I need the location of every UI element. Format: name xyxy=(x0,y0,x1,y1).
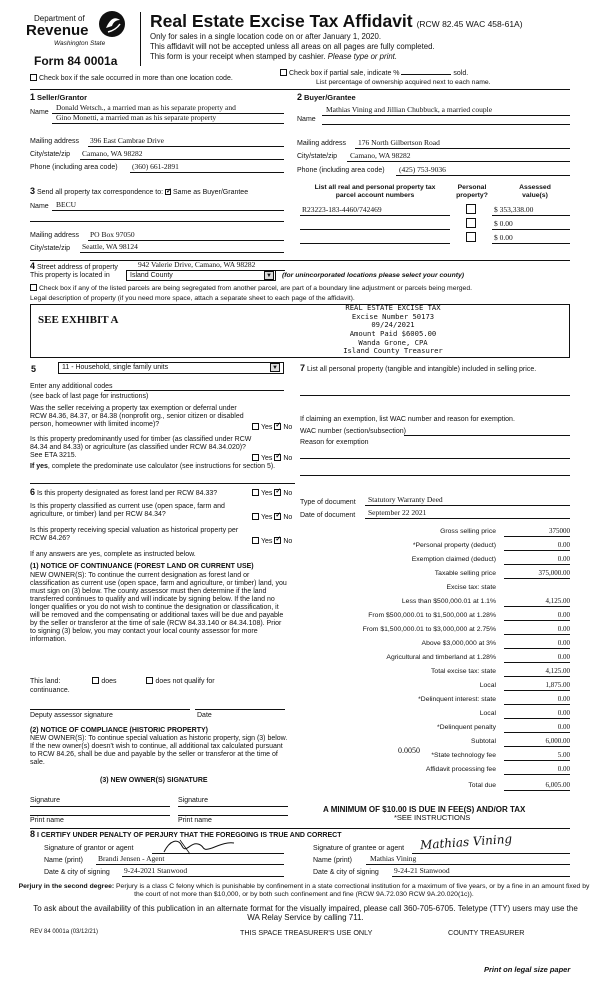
section8-heading-text: I CERTIFY UNDER PENALTY OF PERJURY THAT THE FOREGOING IS TRUE AND CORRECT xyxy=(36,832,342,839)
personal-property-checkbox[interactable] xyxy=(466,218,476,228)
tax-row-label: Total excise tax: state xyxy=(431,668,496,675)
form-title: Real Estate Excise Tax Affidavit xyxy=(150,11,413,31)
parcel-number[interactable]: R23223-183-4460/742469 xyxy=(302,205,382,214)
tax-row-value[interactable]: 1,875.00 xyxy=(504,681,570,691)
yes-label: Yes xyxy=(261,455,273,462)
assessed-value[interactable]: $ 0.00 xyxy=(494,219,513,228)
header-note1: Only for sales in a single location code on or after January 1, 2020. xyxy=(150,32,382,41)
section6-q3-answers xyxy=(252,537,292,546)
doc-date-label: Date of document xyxy=(300,512,356,519)
tax-row-label: Above $3,000,000 at 3% xyxy=(421,640,496,647)
parcels-col3-a: Assessed xyxy=(519,184,551,191)
legal-desc-label: Legal description of property (if you need more space, attach a separate sheet to each page of the affidavit). xyxy=(30,295,355,302)
local-rate[interactable]: 0.0050 xyxy=(398,746,420,755)
multi-location-checkbox[interactable] xyxy=(30,74,37,81)
treasurer-use-only: THIS SPACE TREASURER'S USE ONLY xyxy=(240,928,373,937)
partial-sale-label-a: Check box if partial sale, indicate % xyxy=(289,70,400,77)
yes-label: Yes xyxy=(261,490,273,497)
parcels-col2-header xyxy=(450,184,494,200)
q1-no-checkbox[interactable] xyxy=(274,423,281,430)
section6-q2-answers xyxy=(252,513,292,522)
tax-row-value[interactable]: 4,125.00 xyxy=(504,667,570,677)
parcel-row xyxy=(300,204,570,216)
see-instructions: *SEE INSTRUCTIONS xyxy=(394,813,471,822)
grantor-sig-label: Signature of grantor or agent xyxy=(44,845,134,852)
tax-row-label: From $500,000.01 to $1,500,000 at 1.28% xyxy=(368,612,496,619)
section4-number: 4 xyxy=(30,261,36,271)
reason-rule2 xyxy=(300,475,570,476)
tax-row-value[interactable]: 0.00 xyxy=(504,709,570,719)
tax-row-label: Agricultural and timberland at 1.28% xyxy=(386,654,496,661)
section6-number: 6 xyxy=(30,487,36,497)
recording-stamp xyxy=(318,304,468,356)
wa-logo-icon xyxy=(98,10,126,38)
tax-row-label: *Personal property (deduct) xyxy=(412,542,496,549)
section3-mailing[interactable]: PO Box 97050 xyxy=(90,230,135,239)
section8-number: 8 xyxy=(30,829,36,839)
seller-name-label: Name xyxy=(30,109,49,116)
section3-city-rule xyxy=(80,252,284,253)
use-code-select[interactable]: 11 - Household, single family units xyxy=(58,362,284,374)
s6q2-no-checkbox[interactable] xyxy=(274,513,281,520)
stamp-line3: 09/24/2021 xyxy=(371,320,415,330)
header-note3 xyxy=(150,53,397,62)
seller-mailing[interactable]: 396 East Cambrae Drive xyxy=(90,136,164,145)
tax-row-label: *Delinquent penalty xyxy=(437,724,496,731)
partial-sale-checkbox[interactable] xyxy=(280,69,287,76)
tax-row-value[interactable]: 6,005.00 xyxy=(504,781,570,791)
segregated-row xyxy=(30,284,472,293)
grantor-name-label: Name (print) xyxy=(44,857,83,864)
tax-row-label: Subtotal xyxy=(471,738,496,745)
county-select[interactable]: Island County xyxy=(126,270,276,281)
section3-name-rule2 xyxy=(30,221,284,222)
tax-row-label: *Delinquent interest: state xyxy=(418,696,496,703)
reason-rule xyxy=(300,458,570,459)
section7-heading xyxy=(300,363,570,374)
form-rcw: (RCW 82.45 WAC 458-61A) xyxy=(416,19,523,29)
deputy-rule xyxy=(30,709,190,710)
tax-row-label: Local xyxy=(479,710,496,717)
section6-q3: Is this property receiving special valuation as historical property per RCW 84.26? xyxy=(30,527,239,543)
exemption-label: If claiming an exemption, list WAC number and reason for exemption. xyxy=(300,416,515,423)
owner-print-label-2: Print name xyxy=(178,817,212,824)
land-does-checkbox[interactable] xyxy=(92,677,99,684)
buyer-heading xyxy=(297,92,356,103)
legal-size-note: Print on legal size paper xyxy=(484,965,571,974)
tax-row-value[interactable]: 0.00 xyxy=(504,723,570,733)
buyer-city-label: City/state/zip xyxy=(297,153,338,160)
tax-row-value[interactable]: 0.00 xyxy=(504,625,570,635)
seller-mailing-label: Mailing address xyxy=(30,138,80,145)
segregated-checkbox[interactable] xyxy=(30,284,37,291)
s6q2-yes-checkbox[interactable] xyxy=(252,513,259,520)
additional-codes-label: Enter any additional codes xyxy=(30,383,113,390)
tax-row-value[interactable]: 0.00 xyxy=(504,611,570,621)
section1-number: 1 xyxy=(30,92,36,102)
rev-number: REV 84 0001a (03/12/21) xyxy=(30,929,99,935)
seller-city[interactable]: Camano, WA 98282 xyxy=(82,149,143,158)
assessed-rule xyxy=(492,215,570,216)
header-note3-b: Please type or print. xyxy=(327,52,398,61)
section6-q1-answers xyxy=(252,489,292,498)
notice2-body: NEW OWNER(S): To continue special valuation as historic property, sign (3) below. If the new owner(s) doesn't wish to continue, all additional tax calculated pursuant to RCW 84.26, shall be due and payable by the seller or transferor at the time of sale. xyxy=(30,735,288,767)
parcel-rule xyxy=(300,243,450,244)
dor-logo xyxy=(26,10,126,60)
s6q3-yes-checkbox[interactable] xyxy=(252,537,259,544)
parcel-row xyxy=(300,232,570,244)
owner-sig-rule-2 xyxy=(178,806,288,807)
owner-sig-label-2: Signature xyxy=(178,797,208,804)
section5-q2-note xyxy=(30,463,285,471)
owner-print-rule-2 xyxy=(178,815,288,816)
tax-row-label: Taxable selling price xyxy=(434,570,496,577)
stamp-line2: Excise Number 50173 xyxy=(351,311,435,321)
legal-description: SEE EXHIBIT A xyxy=(38,314,119,326)
partial-sale-percent[interactable] xyxy=(401,68,451,75)
doc-type-label: Type of document xyxy=(300,499,356,506)
notice3-title: (3) NEW OWNER(S) SIGNATURE xyxy=(100,777,208,784)
q2-note-b: , complete the predominate use calculator (see instructions for section 5). xyxy=(47,463,276,470)
seller-phone[interactable]: (360) 661-2891 xyxy=(132,162,179,171)
parcel-rule xyxy=(300,215,450,216)
buyer-phone-label: Phone (including area code) xyxy=(297,167,385,174)
seller-phone-label: Phone (including area code) xyxy=(30,164,118,171)
doc-date[interactable]: September 22 2021 xyxy=(368,508,427,517)
buyer-mailing-label: Mailing address xyxy=(297,140,347,147)
grantee-name-rule xyxy=(366,864,570,865)
alt-format-note: To ask about the availability of this publication in an alternate format for the visually impaired, please call 360-705-6705. Teletype (TTY) users may use the WA Relay Service by calling 711. xyxy=(33,904,578,923)
section3-text-a: Send all property tax correspondence to: xyxy=(36,189,164,196)
doc-type[interactable]: Statutory Warranty Deed xyxy=(368,495,443,504)
grantee-name[interactable]: Mathias Vining xyxy=(370,854,417,863)
section3-number: 3 xyxy=(30,186,36,196)
tax-row-label: Excise tax: state xyxy=(446,584,496,591)
county-treasurer: COUNTY TREASURER xyxy=(448,928,525,937)
tax-row-label: Exemption claimed (deduct) xyxy=(411,556,496,563)
section3-mailing-rule xyxy=(88,240,284,241)
no-label: No xyxy=(283,490,293,497)
county-label: This property is located in xyxy=(30,272,110,279)
yes-label: Yes xyxy=(261,538,273,545)
grantee-name-label: Name (print) xyxy=(313,857,352,864)
section6-q2: Is this property classified as current use (open space, farm and agriculture, or timber) land per RCW 84.34? xyxy=(30,503,225,519)
yes-label: Yes xyxy=(261,514,273,521)
stamp-line6: Island County Treasurer xyxy=(343,346,443,356)
parcels-col3-header xyxy=(500,184,570,200)
land-does-label: does xyxy=(101,678,117,685)
perjury-note xyxy=(14,883,594,899)
section3-name-rule xyxy=(52,210,284,211)
personal-property-checkbox[interactable] xyxy=(466,204,476,214)
parcels-col1-b: parcel account numbers xyxy=(335,191,415,199)
section3-city-label: City/state/zip xyxy=(30,245,71,252)
partial-sale-note: List percentage of ownership acquired next to each name. xyxy=(316,79,491,86)
county-dropdown-icon[interactable]: ▼ xyxy=(264,271,274,280)
section5-q2-answers xyxy=(252,454,292,463)
continuance-label: continuance. xyxy=(30,687,70,694)
tax-row-value[interactable]: 375,000.00 xyxy=(504,569,570,579)
tax-row-label: Affidavit processing fee xyxy=(425,766,496,773)
land-does-not-checkbox[interactable] xyxy=(146,677,153,684)
seller-name-rule2 xyxy=(52,123,284,124)
header-divider xyxy=(140,12,141,66)
section5-number: 5 xyxy=(31,364,37,374)
county-note: (for unincorporated locations please select your county) xyxy=(282,272,465,279)
buyer-phone-rule xyxy=(396,175,570,176)
grantee-signature[interactable]: Mathias Vining xyxy=(419,831,513,853)
buyer-mailing[interactable]: 176 North Gilbertson Road xyxy=(358,138,440,147)
same-as-buyer-checkbox[interactable] xyxy=(165,189,171,195)
buyer-name-line1[interactable]: Mathias Vining and Jillian Chubbuck, a married couple xyxy=(326,105,493,114)
grantor-sig-rule xyxy=(152,853,284,854)
stamp-line5: Wanda Grone, CPA xyxy=(358,337,428,347)
grantor-date-rule xyxy=(122,876,284,877)
section3-heading xyxy=(30,186,248,197)
assessed-rule xyxy=(492,243,570,244)
wac-rule xyxy=(404,435,570,436)
tax-row-value[interactable]: 375000 xyxy=(504,527,570,537)
grantor-name[interactable]: Brandi Jensen - Agent xyxy=(98,854,165,863)
multi-location-label: Check box if the sale occurred in more than one location code. xyxy=(39,75,233,82)
land-does-not-label: does not qualify for xyxy=(155,678,215,685)
tax-row-value[interactable]: 6,000.00 xyxy=(504,737,570,747)
no-label: No xyxy=(283,424,293,431)
property-street[interactable]: 942 Valerie Drive, Camano, WA 98282 xyxy=(138,260,256,269)
deputy-date-rule xyxy=(195,709,285,710)
parcel-row xyxy=(300,218,570,230)
section5-q1-answers xyxy=(252,423,292,432)
section7-number: 7 xyxy=(300,363,306,373)
section2-number: 2 xyxy=(297,92,303,102)
grantor-date-label: Date & city of signing xyxy=(44,869,110,876)
parcels-col2-b: property? xyxy=(456,191,488,199)
section6-top-rule xyxy=(30,483,295,484)
buyer-name-rule2 xyxy=(322,124,570,125)
header-note2: This affidavit will not be accepted unless all areas on all pages are fully completed. xyxy=(150,42,435,51)
tax-row-value[interactable]: 0.00 xyxy=(504,555,570,565)
grantee-date-label: Date & city of signing xyxy=(313,869,379,876)
perjury-a: Perjury in the second degree: xyxy=(18,883,115,890)
tax-row-label: Local xyxy=(479,682,496,689)
grantee-sig-label: Signature of grantee or agent xyxy=(313,845,405,852)
buyer-phone[interactable]: (425) 753-9036 xyxy=(399,165,446,174)
deputy-sig-label: Deputy assessor signature xyxy=(30,712,113,719)
section5-q1: Was the seller receiving a property tax exemption or deferral under RCW 84.36, 84.37, or 84.38 (nonprofit org., senior citizen or disabled person, homeowner with limited income)? xyxy=(30,405,244,429)
tax-row-value[interactable]: 5.00 xyxy=(504,751,570,761)
land-label: This land: xyxy=(30,678,61,685)
tax-row-label: Less than $500,000.01 at 1.1% xyxy=(401,598,496,605)
seller-mailing-rule xyxy=(88,146,284,147)
grantee-sig-rule xyxy=(412,853,570,854)
header-note3-a: This form is your receipt when stamped by cashier. xyxy=(150,52,328,61)
stamp-line1: REAL ESTATE EXCISE TAX xyxy=(345,303,441,312)
section6-q1 xyxy=(30,487,255,498)
street-label: Street address of property xyxy=(36,264,118,271)
section3-mailing-label: Mailing address xyxy=(30,232,80,239)
tax-row-value[interactable]: 0.00 xyxy=(504,653,570,663)
tax-row-label: Gross selling price xyxy=(440,528,496,535)
notice1-title: (1) NOTICE OF CONTINUANCE (FOREST LAND OR CURRENT USE) xyxy=(30,563,254,570)
buyer-mailing-rule xyxy=(355,148,570,149)
section5-q2: Is this property predominantly used for timber (as classified under RCW 84.34 and 84.33) or agriculture (as classified under RCW 84.34.020)? See ETA 3215. xyxy=(30,436,252,460)
parcels-col2-a: Personal xyxy=(457,184,487,191)
parcel-rule xyxy=(300,229,450,230)
section7-text: List all personal property (tangible and intangible) included in selling price. xyxy=(306,366,537,373)
yes-label: Yes xyxy=(261,424,273,431)
owner-print-rule-1 xyxy=(30,815,170,816)
additional-codes-note: (see back of last page for instructions) xyxy=(30,393,149,400)
partial-sale-check xyxy=(280,68,468,78)
assessed-value[interactable]: $ 353,338.00 xyxy=(494,205,534,214)
reason-label: Reason for exemption xyxy=(300,439,369,446)
stamp-line4: Amount Paid $6005.00 xyxy=(349,328,437,338)
buyer-city-rule xyxy=(347,161,570,162)
tax-row-value[interactable]: 0.00 xyxy=(504,541,570,551)
answer-note: If any answers are yes, complete as instructed below. xyxy=(30,551,196,558)
section3-city[interactable]: Seattle, WA 98124 xyxy=(82,242,138,251)
q2-no-checkbox[interactable] xyxy=(274,454,281,461)
grantee-date[interactable]: 9-24-21 Stanwood xyxy=(394,866,450,875)
q2-note-a: If yes xyxy=(30,463,48,470)
land-qualify-row xyxy=(30,677,215,686)
partial-sale-label-b: sold. xyxy=(453,70,469,77)
owner-sig-label-1: Signature xyxy=(30,797,60,804)
no-label: No xyxy=(283,538,293,545)
form-number: Form 84 0001a xyxy=(34,54,118,68)
parcels-col1-header xyxy=(305,184,445,200)
grantor-name-rule xyxy=(96,864,284,865)
s6q1-no-checkbox[interactable] xyxy=(274,489,281,496)
additional-codes-rule xyxy=(104,390,284,391)
seller-name-line1[interactable]: Donald Wetsch., a married man as his separate property and xyxy=(56,103,236,112)
wac-label: WAC number (section/subsection) xyxy=(300,428,406,435)
dept-line3: Washington State xyxy=(54,40,106,47)
form-title-row xyxy=(150,11,523,31)
tax-row-value[interactable]: 4,125.00 xyxy=(504,597,570,607)
buyer-heading-label: Buyer/Grantee xyxy=(303,93,356,102)
legal-desc-box[interactable] xyxy=(30,304,570,358)
personal-property-checkbox[interactable] xyxy=(466,232,476,242)
dept-line1: Department of xyxy=(34,14,85,23)
tax-row-value[interactable]: 0.00 xyxy=(504,695,570,705)
dept-line2: Revenue xyxy=(26,22,89,39)
use-code-dropdown-icon[interactable]: ▼ xyxy=(270,363,280,372)
seller-phone-rule xyxy=(130,172,284,173)
parcels-col1-a: List all real and personal property tax xyxy=(314,184,436,191)
doc-type-rule xyxy=(365,505,570,506)
buyer-name-rule1 xyxy=(322,115,570,116)
notice1-body: NEW OWNER(S): To continue the current designation as forest land or classification as current use (open space, farm and agriculture, or timber) land, you must sign on (3) below. The county assessor must then determine if the land transferred continues to qualify and will indicate by signing below. If the land no longer qualifies or you do not wish to continue the designation or classification, it will be removed and the compensating or additional taxes will be due and payable by the seller or transferor at the time of sale (RCW 84.33.140 or 84.34.108). Prior to signing (3) below, you may contact your local county assessor for more information. xyxy=(30,572,287,644)
multi-location-check xyxy=(30,74,233,83)
doc-date-rule xyxy=(365,518,570,519)
tax-row-label: *State technology fee xyxy=(431,752,496,759)
s6q3-no-checkbox[interactable] xyxy=(274,537,281,544)
seller-name-line2[interactable]: Gino Monetti, a married man as his separate property xyxy=(56,113,217,122)
tax-row-label: Total due xyxy=(468,782,496,789)
seller-heading xyxy=(30,92,87,103)
tax-row-value[interactable]: 0.00 xyxy=(504,639,570,649)
owner-sig-rule-1 xyxy=(30,806,170,807)
personal-property-rule xyxy=(300,395,570,396)
owner-print-label-1: Print name xyxy=(30,817,64,824)
buyer-name-label: Name xyxy=(297,116,316,123)
section3-name[interactable]: BECU xyxy=(56,200,77,209)
segregated-label: Check box if any of the listed parcels are being segregated from another parcel, are part of a boundary line adjustment or parcels being merged. xyxy=(39,285,472,292)
section3-name-label: Name xyxy=(30,203,49,210)
tax-row-label: From $1,500,000.01 to $3,000,000 at 2.75% xyxy=(362,626,496,633)
section3-text-b: Same as Buyer/Grantee xyxy=(173,189,249,196)
assessed-value[interactable]: $ 0.00 xyxy=(494,233,513,242)
assessed-rule xyxy=(492,229,570,230)
q1-yes-checkbox[interactable] xyxy=(252,423,259,430)
no-label: No xyxy=(283,514,293,521)
seller-city-rule xyxy=(80,159,284,160)
minimum-due-note: A MINIMUM OF $10.00 IS DUE IN FEE(S) AND/OR TAX xyxy=(323,805,526,814)
section1-top-rule xyxy=(30,89,570,90)
seller-city-label: City/state/zip xyxy=(30,151,71,158)
seller-heading-label: Seller/Grantor xyxy=(36,93,87,102)
deputy-date-label: Date xyxy=(197,712,212,719)
buyer-city[interactable]: Camano, WA 98282 xyxy=(350,151,411,160)
q2-yes-checkbox[interactable] xyxy=(252,454,259,461)
notice2-title: (2) NOTICE OF COMPLIANCE (HISTORIC PROPERTY) xyxy=(30,727,208,734)
section6-q1-text: Is this property designated as forest land per RCW 84.33? xyxy=(36,490,218,497)
parcels-col3-b: value(s) xyxy=(522,191,548,199)
grantee-date-rule xyxy=(392,876,570,877)
grantor-date[interactable]: 9-24-2021 Stanwood xyxy=(124,866,188,875)
section4-street-row xyxy=(30,261,118,272)
perjury-b: Perjury is a class C felony which is punishable by confinement in a state correctional institution for a maximum of five years, or by a fine in an amount fixed by the court of not more than $10,000, or by both such confinement and fine (RCW 9A.72.030 RCW 9A.20.020(1c)). xyxy=(114,883,590,898)
s6q1-yes-checkbox[interactable] xyxy=(252,489,259,496)
tax-row-value[interactable]: 0.00 xyxy=(504,765,570,775)
no-label: No xyxy=(283,455,293,462)
